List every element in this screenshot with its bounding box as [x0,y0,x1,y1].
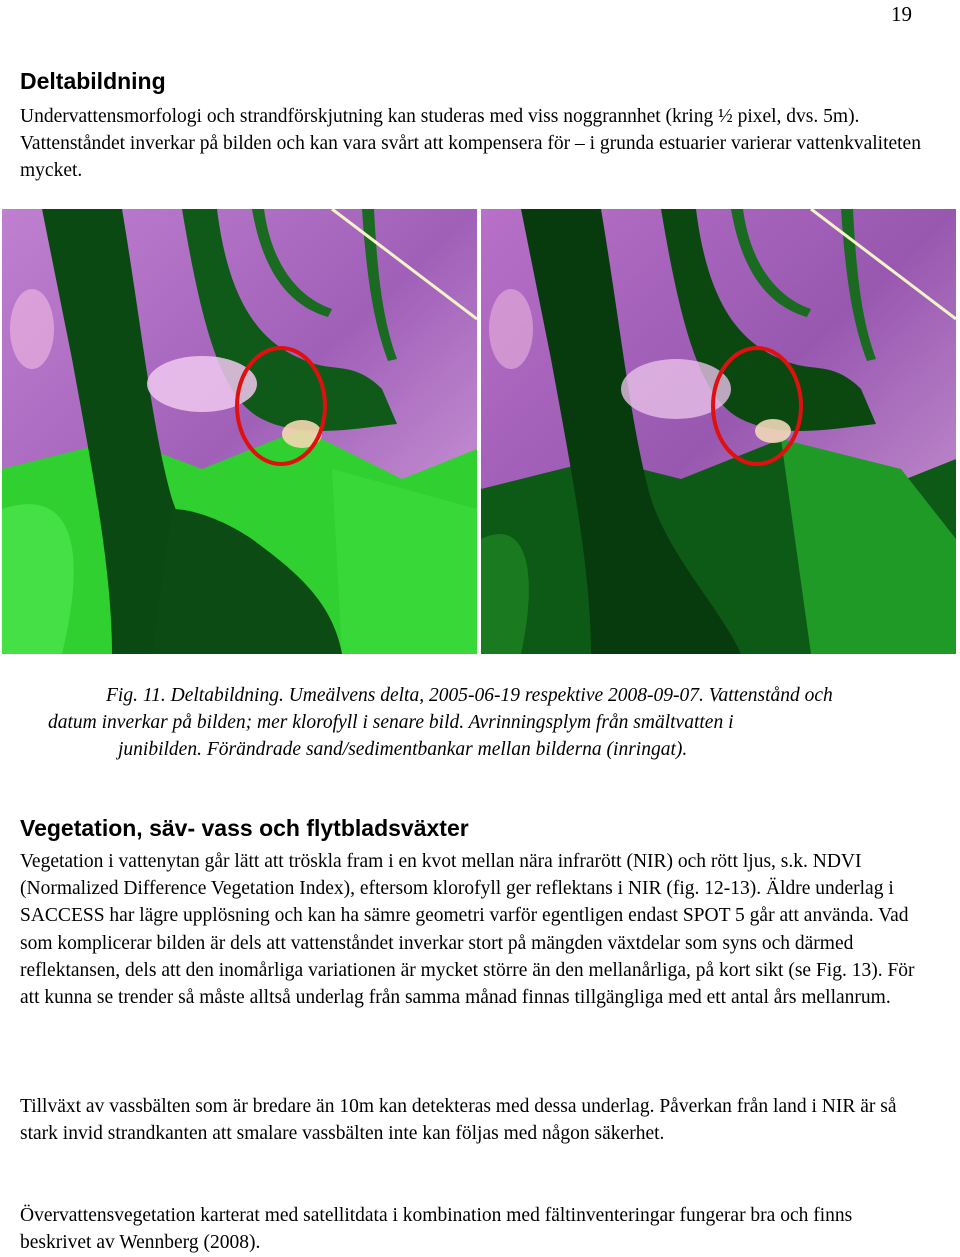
figure-caption [48,682,928,763]
section-heading-vegetation: Vegetation, säv- vass och flytbladsväxter [20,815,469,841]
figure-11 [2,209,956,654]
section-heading-deltabildning: Deltabildning [20,68,166,94]
paragraph-vegetation-2: Tillväxt av vassbälten som är bredare än 10m kan detekteras med dessa underlag. Påverkan från land i NIR är så stark invid strandkanten att smalare vassbälten inte kan följas med någon säkerhet. [20,1096,897,1145]
paragraph-vegetation-3: Övervattensvegetation karterat med satellitdata i kombination med fältinventeringar fungerar bra och finns beskrivet av Wennberg (2008). [20,1205,853,1254]
satellite-image-2008 [481,209,956,654]
paragraph-deltabildning: Undervattensmorfologi och strandförskjutning kan studeras med viss noggrannhet (kring ½ pixel, dvs. 5m). Vattenståndet inverkar på bilden och kan vara svårt att kompensera för – i grunda estuarier varierar vattenkvaliteten mycket. [20,106,921,182]
paragraph-vegetation-1: Vegetation i vattenytan går lätt att tröskla fram i en kvot mellan nära infrarött (NIR) och rött ljus, s.k. NDVI (Normalized Difference Vegetation Index), eftersom klorofyll ger reflektans i NIR (fig. 12-13). Äldre underlag i SACCESS har lägre upplösning och kan ha sämre geometri varför egentligen endast SPOT 5 går att använda. Vad som komplicerar bilden är dels att vattenståndet inverkar stort på mängden växtdelar som syns och därmed reflektansen, dels att den inomårliga variationen är mycket större än den mellanårliga, på kort sikt (se Fig. 13). För att kunna se trender så måste alltså underlag från samma månad finnas tillgängliga med ett antal års mellanrum. [20,851,915,1009]
satellite-image-2005 [2,209,477,654]
caption-line-2: datum inverkar på bilden; mer klorofyll i senare bild. Avrinningsplym från smältvatten i [48,712,734,733]
page-number: 19 [891,2,912,26]
caption-line-1: Fig. 11. Deltabildning. Umeälvens delta, 2005-06-19 respektive 2008-09-07. Vattenstånd och [106,685,833,706]
caption-line-3: junibilden. Förändrade sand/sedimentbankar mellan bilderna (inringat). [118,739,688,760]
